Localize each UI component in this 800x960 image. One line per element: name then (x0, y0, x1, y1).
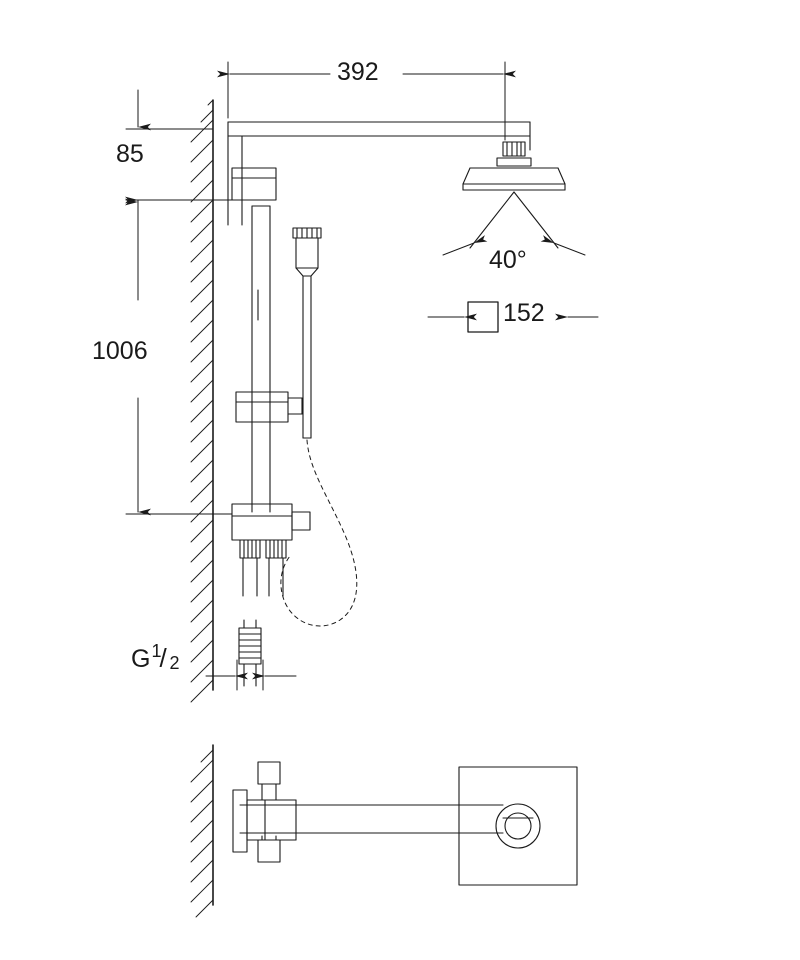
plan-shower-arm (233, 762, 503, 862)
plan-wall-hatching (191, 750, 213, 917)
shower-arm (228, 122, 530, 225)
dimension-label-85: 85 (116, 140, 144, 168)
hand-shower (293, 228, 321, 438)
shower-rail (252, 206, 270, 512)
thread-fraction (150, 641, 184, 673)
thread-numerator: 1 (151, 641, 162, 661)
wall-inlet-connectors (240, 540, 286, 596)
dimension-label-angle-40: 40° (489, 246, 527, 274)
dimension-label-1006: 1006 (92, 337, 148, 365)
dimension-label-392: 392 (337, 58, 379, 86)
dimension-label-152: 152 (503, 299, 545, 327)
spray-cone (470, 192, 558, 248)
thread-prefix-label: G (131, 645, 151, 673)
wall-hatching (191, 100, 213, 702)
head-shower (463, 142, 565, 190)
mixer-valve-body (232, 504, 310, 540)
hose-thread-connector (239, 620, 261, 686)
thread-denominator: 2 (169, 653, 180, 673)
dimension-label-g-thread (131, 641, 184, 674)
rail-top-bracket (232, 168, 276, 200)
rail-slider-holder (236, 392, 302, 422)
fraction-slash-icon: / (159, 643, 167, 673)
plan-head-shower (459, 767, 577, 885)
